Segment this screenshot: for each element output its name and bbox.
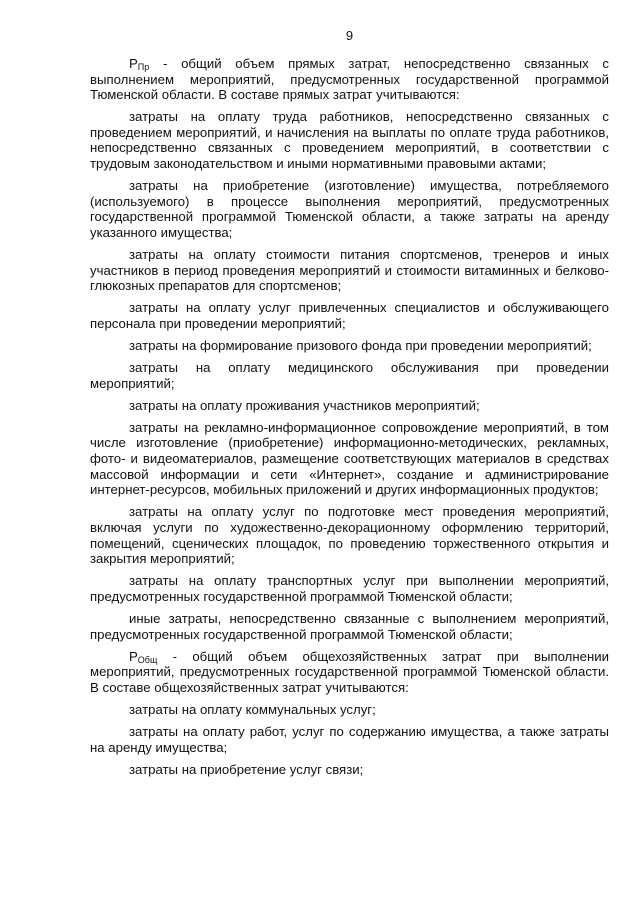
paragraph-transport-costs: затраты на оплату транспортных услуг при выполнении мероприятий, предусмотренных государственной программой Тюменской области;: [90, 573, 609, 604]
paragraph-accommodation-costs: затраты на оплату проживания участников мероприятий;: [129, 397, 480, 413]
paragraph-prize-fund-costs: затраты на формирование призового фонда при проведении мероприятий;: [129, 338, 592, 353]
paragraph-communication-costs: затраты на приобретение услуг связи;: [129, 761, 364, 777]
symbol-subscript: Общ: [137, 654, 158, 665]
paragraph-other-costs: иные затраты, непосредственно связанные с выполнением мероприятий, предусмотренных государственной программой Тюменской области;: [90, 610, 609, 642]
paragraph-specialists-costs: затраты на оплату услуг привлеченных специалистов и обслуживающего персонала при проведении мероприятий;: [90, 300, 609, 331]
page-number: 9: [345, 28, 354, 43]
symbol-p: P: [129, 56, 138, 71]
paragraph-utilities-costs: затраты на оплату коммунальных услуг;: [129, 701, 376, 717]
symbol-subscript: Пр: [137, 62, 150, 72]
paragraph-text: - общий объем прямых затрат, непосредственно связанных с выполнением мероприятий, предусмотренных государственной программой Тюменской области. В составе прямых затрат учитываются:: [90, 56, 609, 103]
paragraph-medical-costs: затраты на оплату медицинского обслуживания при проведении мероприятий;: [90, 360, 609, 391]
paragraph-venue-preparation-costs: затраты на оплату услуг по подготовке мест проведения мероприятий, включая услуги по художественно-декорационному оформлению территорий, помещений, сценических площадок, по проведению торжественного открытия и закрытия мероприятий;: [90, 504, 609, 567]
paragraph-overhead-costs-definition: [90, 649, 609, 696]
paragraph-maintenance-costs: затраты на оплату работ, услуг по содержанию имущества, а также затраты на аренду имущества;: [90, 723, 609, 755]
paragraph-advertising-costs: затраты на рекламно-информационное сопровождение мероприятий, в том числе изготовление (приобретение) информационно-методических, рекламных, фото- и видеоматериалов, размещение соответствующих материалов в средствах массовой информации и сети «Интернет», создание и администрирование интернет-ресурсов, мобильных приложений и других информационных продуктов;: [90, 419, 609, 498]
symbol-p: P: [129, 648, 138, 664]
paragraph-labor-costs: затраты на оплату труда работников, непосредственно связанных с проведением мероприятий, и начисления на выплаты по оплате труда работников, непосредственно связанных с проведением мероприятий, в соответствии с трудовым законодательством и иными нормативными правовыми актами;: [90, 109, 609, 172]
paragraph-direct-costs-definition: [90, 56, 609, 103]
paragraph-property-costs: затраты на приобретение (изготовление) имущества, потребляемого (используемого) в процессе выполнения мероприятий, предусмотренных государственной программой Тюменской области, а также затраты на аренду указанного имущества;: [90, 178, 609, 240]
paragraph-nutrition-costs: затраты на оплату стоимости питания спортсменов, тренеров и иных участников в период проведения мероприятий и стоимости витаминных и белково-глюкозных препаратов для спортсменов;: [90, 247, 609, 294]
paragraph-text: - общий объем общехозяйственных затрат при выполнении мероприятий, предусмотренных государственной программой Тюменской области. В составе общехозяйственных затрат учитываются:: [90, 648, 609, 695]
